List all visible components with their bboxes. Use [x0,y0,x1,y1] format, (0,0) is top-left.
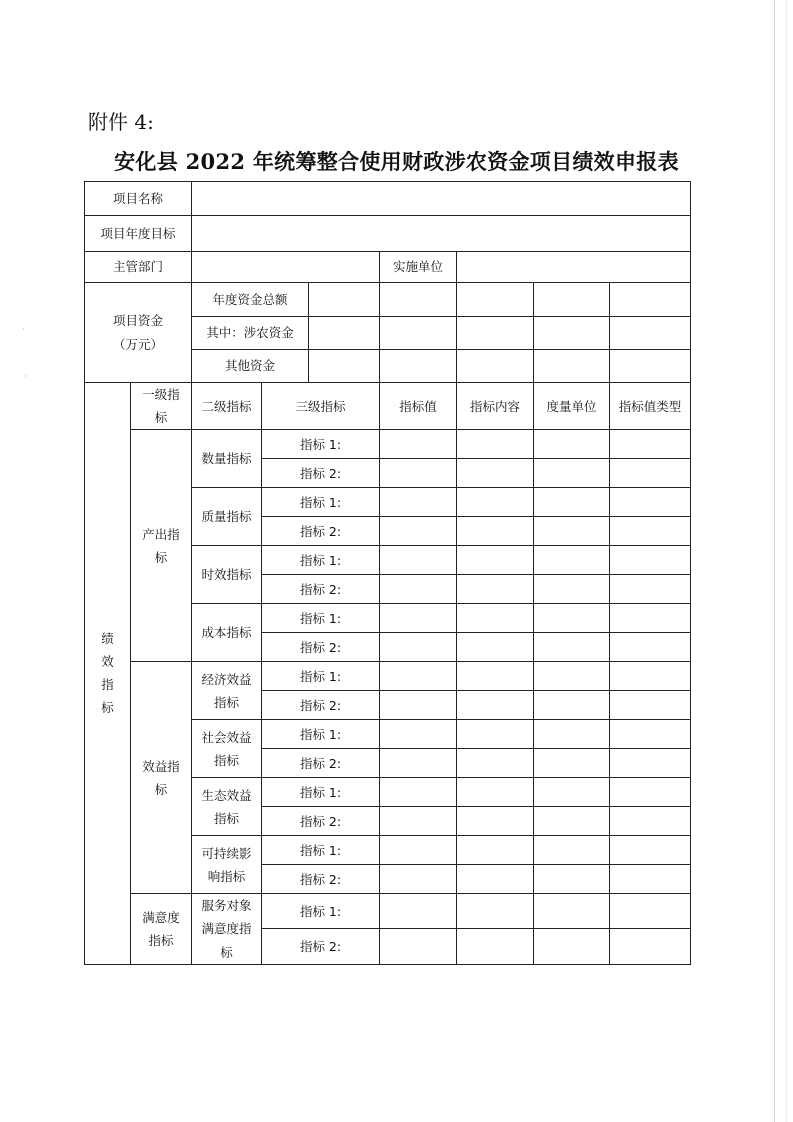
satisfaction-level2-label-text: 服务对象 满意度指 标 [201,898,252,960]
project-name-value[interactable] [192,182,691,216]
indicator-value-cell[interactable] [380,929,457,964]
output-level2-label [192,488,262,546]
indicator-value-cell[interactable] [380,662,457,691]
indicator-value-cell[interactable] [380,488,457,517]
indicator-value-cell[interactable] [534,430,610,459]
header-value-type-text: 指标值类型 [618,398,682,414]
output-level2-label [192,546,262,604]
header-level1-text: 一级指 标 [142,387,180,426]
indicator-value-cell[interactable] [380,720,457,749]
indicator-value-cell[interactable] [610,430,691,459]
indicator-value-cell[interactable] [457,633,534,662]
table-row [85,216,691,252]
indicator-value-cell[interactable] [380,807,457,836]
indicator-label [262,517,380,546]
indicator-label-text: 指标 2: [299,523,342,539]
indicator-value-cell[interactable] [534,604,610,633]
indicator-label-text: 指标 2: [299,581,342,597]
indicator-value-cell[interactable] [534,575,610,604]
table-row [85,252,691,283]
indicator-value-cell[interactable] [457,604,534,633]
satisfaction-level1-label [131,894,192,964]
indicator-value-cell[interactable] [610,894,691,929]
benefit-level2-label [192,836,262,894]
perf-section-label-text: 绩 效 指 标 [101,631,114,716]
funds-value-cell[interactable] [380,283,457,317]
header-level2-text: 二级指标 [201,398,252,414]
indicator-value-cell[interactable] [457,691,534,720]
satisfaction-level1-label-text: 满意度 指标 [142,909,180,948]
indicator-value-cell[interactable] [610,929,691,964]
indicator-label [262,720,380,749]
indicator-value-cell[interactable] [380,633,457,662]
indicator-value-cell[interactable] [457,517,534,546]
impl-unit-value[interactable] [457,252,691,283]
indicator-value-cell[interactable] [534,929,610,964]
attachment-label: 附件 4: [88,110,154,134]
funds-value-cell[interactable] [457,317,534,350]
table-row [85,662,691,691]
funds-label-text: 项目资金 （万元） [113,313,164,352]
indicator-label-text: 指标 2: [299,697,342,713]
indicator-value-cell[interactable] [610,459,691,488]
funds-row-label [192,350,309,383]
indicator-value-cell[interactable] [534,749,610,778]
table-row [85,182,691,216]
scan-noise: · [24,372,27,382]
indicator-value-cell[interactable] [534,546,610,575]
indicator-value-cell[interactable] [380,459,457,488]
header-level3 [262,383,380,430]
project-name-label [85,182,192,216]
output-level2-label-text: 数量指标 [201,451,252,467]
table-row [85,430,691,459]
impl-unit-label-text: 实施单位 [393,259,444,275]
indicator-label-text: 指标 1: [299,610,342,626]
indicator-label [262,604,380,633]
indicator-label [262,749,380,778]
indicator-value-cell[interactable] [380,430,457,459]
funds-value-cell[interactable] [380,317,457,350]
indicator-value-cell[interactable] [534,778,610,807]
header-level2 [192,383,262,430]
indicator-value-cell[interactable] [534,691,610,720]
funds-value-cell[interactable] [534,283,610,317]
funds-value-cell[interactable] [309,283,380,317]
indicator-value-cell[interactable] [534,633,610,662]
indicator-label [262,459,380,488]
indicator-label [262,836,380,865]
scan-noise: · [22,325,25,335]
indicator-label-text: 指标 2: [299,813,342,829]
page-title: 安化县 2022 年统筹整合使用财政涉农资金项目绩效申报表 [114,149,679,174]
indicator-label-text: 指标 1: [299,436,342,452]
indicator-value-cell[interactable] [534,517,610,546]
perf-section-label [85,383,131,965]
indicator-value-cell[interactable] [380,575,457,604]
header-level1 [131,383,192,430]
funds-value-cell[interactable] [457,283,534,317]
indicator-value-cell[interactable] [380,894,457,929]
funds-row-label-text: 年度资金总额 [212,291,288,307]
indicator-value-cell[interactable] [457,459,534,488]
indicator-value-cell[interactable] [610,807,691,836]
output-level1-label [131,430,192,662]
output-level2-label-text: 质量指标 [201,509,252,525]
indicator-value-cell[interactable] [380,865,457,894]
indicator-value-cell[interactable] [610,836,691,865]
indicator-label [262,865,380,894]
indicator-value-cell[interactable] [610,633,691,662]
indicator-label [262,662,380,691]
indicator-label-text: 指标 1: [299,903,342,919]
output-level2-label-text: 成本指标 [201,625,252,641]
output-level2-label [192,430,262,488]
indicator-label-text: 指标 2: [299,639,342,655]
satisfaction-level2-label [192,894,262,964]
funds-value-cell[interactable] [309,350,380,383]
indicator-value-cell[interactable] [610,575,691,604]
indicator-value-cell[interactable] [534,836,610,865]
indicator-label [262,778,380,807]
indicator-value-cell[interactable] [457,929,534,964]
benefit-level2-label-text: 经济效益 指标 [201,671,252,710]
impl-unit-label [380,252,457,283]
indicator-value-cell[interactable] [457,488,534,517]
indicator-value-cell[interactable] [457,575,534,604]
dept-label-text: 主管部门 [113,259,164,275]
indicator-value-cell[interactable] [380,749,457,778]
indicator-value-cell[interactable] [610,488,691,517]
benefit-level2-label-text: 生态效益 指标 [201,787,252,826]
header-value [380,383,457,430]
indicator-value-cell[interactable] [380,604,457,633]
indicator-value-cell[interactable] [534,865,610,894]
header-value-type [610,383,691,430]
benefit-level2-label [192,662,262,720]
indicator-value-cell[interactable] [610,662,691,691]
annual-goal-label-text: 项目年度目标 [100,225,176,241]
benefit-level2-label-text: 社会效益 指标 [201,729,252,768]
funds-row-label [192,317,309,350]
indicator-value-cell[interactable] [380,517,457,546]
indicator-value-cell[interactable] [457,865,534,894]
funds-value-cell[interactable] [380,350,457,383]
header-value-text: 指标值 [399,398,437,414]
indicator-value-cell[interactable] [534,894,610,929]
benefit-level2-label [192,778,262,836]
annual-goal-label [85,216,192,252]
header-level3-text: 三级指标 [295,398,346,414]
indicator-value-cell[interactable] [380,691,457,720]
indicator-label [262,929,380,964]
dept-label [85,252,192,283]
funds-value-cell[interactable] [457,350,534,383]
indicator-value-cell[interactable] [534,807,610,836]
project-name-label-text: 项目名称 [113,190,164,206]
table-row [85,894,691,929]
indicator-label-text: 指标 1: [299,842,342,858]
table-row [85,383,691,430]
indicator-label [262,430,380,459]
indicator-value-cell[interactable] [457,894,534,929]
indicator-value-cell[interactable] [457,430,534,459]
funds-value-cell[interactable] [610,350,691,383]
performance-form-table [84,181,691,965]
indicator-value-cell[interactable] [457,662,534,691]
indicator-label [262,633,380,662]
indicator-value-cell[interactable] [457,807,534,836]
indicator-value-cell[interactable] [380,546,457,575]
indicator-label-text: 指标 1: [299,494,342,510]
indicator-value-cell[interactable] [610,778,691,807]
indicator-label-text: 指标 1: [299,552,342,568]
indicator-label [262,575,380,604]
indicator-label [262,894,380,929]
dept-value[interactable] [192,252,380,283]
indicator-value-cell[interactable] [380,836,457,865]
funds-value-cell[interactable] [610,283,691,317]
funds-value-cell[interactable] [309,317,380,350]
funds-row-label-text: 其他资金 [225,358,276,374]
indicator-value-cell[interactable] [457,546,534,575]
header-content-text: 指标内容 [470,398,521,414]
funds-value-cell[interactable] [534,317,610,350]
table-row [85,283,691,317]
indicator-value-cell[interactable] [610,749,691,778]
indicator-value-cell[interactable] [457,749,534,778]
funds-value-cell[interactable] [534,350,610,383]
indicator-value-cell[interactable] [534,459,610,488]
indicator-label-text: 指标 2: [299,755,342,771]
indicator-label-text: 指标 2: [299,938,342,954]
indicator-label-text: 指标 1: [299,726,342,742]
funds-row-label [192,283,309,317]
indicator-label-text: 指标 1: [299,784,342,800]
output-level2-label-text: 时效指标 [201,567,252,583]
indicator-label [262,691,380,720]
benefit-level1-label [131,662,192,894]
indicator-value-cell[interactable] [610,517,691,546]
indicator-label [262,807,380,836]
indicator-value-cell[interactable] [610,691,691,720]
header-unit-text: 度量单位 [546,398,597,414]
indicator-label [262,546,380,575]
indicator-value-cell[interactable] [534,662,610,691]
funds-value-cell[interactable] [610,317,691,350]
indicator-value-cell[interactable] [380,778,457,807]
indicator-value-cell[interactable] [457,836,534,865]
benefit-level2-label [192,720,262,778]
annual-goal-value[interactable] [192,216,691,252]
indicator-label-text: 指标 2: [299,871,342,887]
output-level2-label [192,604,262,662]
indicator-label [262,488,380,517]
indicator-value-cell[interactable] [610,546,691,575]
funds-label [85,283,192,383]
output-level1-label-text: 产出指 标 [142,526,180,565]
indicator-label-text: 指标 2: [299,465,342,481]
benefit-level2-label-text: 可持续影 响指标 [201,845,252,884]
header-content [457,383,534,430]
indicator-value-cell[interactable] [457,778,534,807]
header-unit [534,383,610,430]
indicator-value-cell[interactable] [610,720,691,749]
indicator-value-cell[interactable] [534,488,610,517]
funds-row-label-text: 其中：涉农资金 [206,325,294,341]
benefit-level1-label-text: 效益指 标 [142,758,180,797]
indicator-value-cell[interactable] [610,865,691,894]
indicator-value-cell[interactable] [457,720,534,749]
indicator-value-cell[interactable] [610,604,691,633]
indicator-value-cell[interactable] [534,720,610,749]
indicator-label-text: 指标 1: [299,668,342,684]
